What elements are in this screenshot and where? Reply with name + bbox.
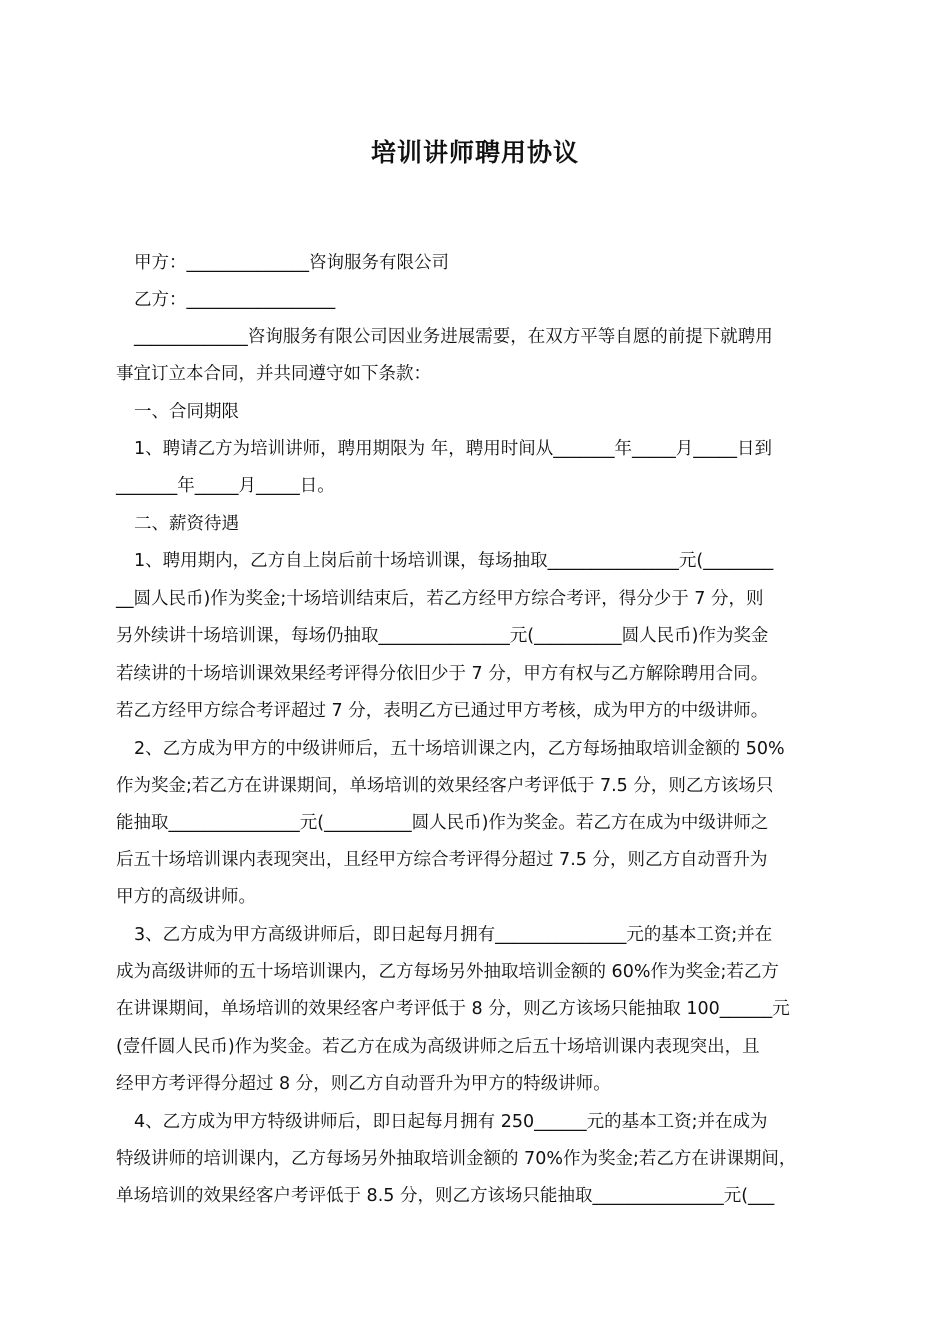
text-line: (壹仟圆人民币)作为奖金。若乙方在成为高级讲师之后五十场培训课内表现突出，且 <box>116 1037 760 1057</box>
text-line: 甲方的高级讲师。 <box>116 887 256 907</box>
text-line: 单场培训的效果经客户考评低于 8.5 分，则乙方该场只能抽取_______________元(___ <box>116 1186 775 1206</box>
text-line: 若乙方经甲方综合考评超过 7 分，表明乙方已通过甲方考核，成为甲方的中级讲师。 <box>116 701 769 721</box>
text-line: 1、聘请乙方为培训讲师，聘用期限为 年，聘用时间从_______年_____月_____日到 <box>134 439 772 459</box>
party-a-line: 甲方：______________咨询服务有限公司 <box>134 253 449 273</box>
document-title: 培训讲师聘用协议 <box>370 138 579 167</box>
text-line: 在讲课期间，单场培训的效果经客户考评低于 8 分，则乙方该场只能抽取 100______元 <box>116 999 790 1019</box>
text-line: 后五十场培训课内表现突出，且经甲方综合考评得分超过 7.5 分，则乙方自动晋升为 <box>116 850 768 870</box>
text-line: 若续讲的十场培训课效果经考评得分依旧少于 7 分，甲方有权与乙方解除聘用合同。 <box>116 664 769 684</box>
text-line: 另外续讲十场培训课，每场仍抽取_______________元(__________圆人民币)作为奖金 <box>116 626 769 646</box>
text-line: 3、乙方成为甲方高级讲师后，即日起每月拥有_______________元的基本工资;并在 <box>134 925 773 945</box>
text-line: __圆人民币)作为奖金;十场培训结束后，若乙方经甲方综合考评，得分少于 7 分，则 <box>116 589 764 609</box>
text-line: 2、乙方成为甲方的中级讲师后，五十场培训课之内，乙方每场抽取培训金额的 50% <box>134 739 785 759</box>
text-line: 经甲方考评得分超过 8 分，则乙方自动晋升为甲方的特级讲师。 <box>116 1074 611 1094</box>
text-line: 能抽取_______________元(__________圆人民币)作为奖金。若乙方在成为中级讲师之 <box>116 813 769 833</box>
party-b-line: 乙方：_________________ <box>134 290 336 310</box>
section-heading: 一、合同期限 <box>134 402 239 422</box>
text-line: 事宜订立本合同，并共同遵守如下条款： <box>116 364 431 384</box>
text-line: 成为高级讲师的五十场培训课内，乙方每场另外抽取培训金额的 60%作为奖金;若乙方 <box>116 962 779 982</box>
text-line: 1、聘用期内，乙方自上岗后前十场培训课，每场抽取_______________元(________ <box>134 551 774 571</box>
section-heading: 二、薪资待遇 <box>134 514 239 534</box>
text-line: 4、乙方成为甲方特级讲师后，即日起每月拥有 250______元的基本工资;并在成为 <box>134 1112 768 1132</box>
text-line: _______年_____月_____日。 <box>116 476 335 496</box>
text-line: 作为奖金;若乙方在讲课期间，单场培训的效果经客户考评低于 7.5 分，则乙方该场只 <box>116 776 774 796</box>
text-line: 特级讲师的培训课内，乙方每场另外抽取培训金额的 70%作为奖金;若乙方在讲课期间， <box>116 1149 797 1169</box>
text-line: _____________咨询服务有限公司因业务进展需要，在双方平等自愿的前提下就聘用 <box>134 327 773 347</box>
